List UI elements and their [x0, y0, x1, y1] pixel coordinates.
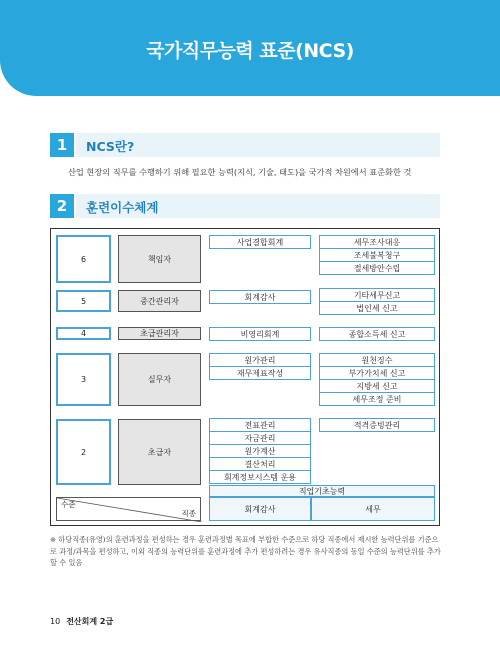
unit-tax: 부가가치세 신고 — [319, 366, 435, 380]
foundation-right: 세무 — [311, 497, 435, 521]
unit-accounting: 원가관리 — [209, 353, 311, 367]
unit-accounting: 결산처리 — [209, 457, 311, 471]
role-junior-manager: 초급관리자 — [118, 327, 201, 340]
axis-corner — [56, 497, 201, 521]
level-6: 6 — [56, 235, 111, 283]
role-manager: 책임자 — [118, 235, 201, 283]
unit-tax: 절세방안수립 — [319, 261, 435, 275]
unit-tax: 지방세 신고 — [319, 379, 435, 393]
section-1-title: NCS란? — [86, 139, 135, 154]
section-1-number: 1 — [50, 133, 74, 157]
unit-tax: 세무조정 준비 — [319, 392, 435, 406]
unit-tax: 조세불복청구 — [319, 248, 435, 262]
unit-tax: 세무조사대응 — [319, 235, 435, 249]
page-number: 10 — [50, 617, 61, 626]
axis-level-label: 수준 — [61, 500, 76, 509]
level-3: 3 — [56, 353, 111, 406]
level-5: 5 — [56, 290, 111, 312]
training-system-chart — [50, 228, 440, 526]
footnote: ※ 하당직종(유영)의 훈련과정을 편성하는 경우 훈련과정별 목표에 부합한 수준으로 하당 직종에서 제시한 능력단위를 기준으로 과정/과목을 편성하고, 이외 직종의 능력단위를 훈련과정에 추가 편성하려는 경우 유사직종의 동일 수준의 능력단위를 추가할 수 있음 — [50, 535, 441, 567]
page-footer — [50, 616, 113, 627]
unit-accounting: 회계감사 — [209, 290, 311, 304]
foundation-title: 직업기초능력 — [209, 485, 435, 497]
book-title: 전산회계 2급 — [66, 617, 114, 626]
role-beginner: 초급자 — [118, 419, 201, 485]
axis-diagonal — [57, 498, 202, 522]
foundation-left: 회계감사 — [209, 497, 311, 521]
unit-accounting: 전표관리 — [209, 418, 311, 432]
level-4: 4 — [56, 327, 111, 340]
axis-job-label: 직종 — [181, 509, 196, 518]
role-practitioner: 실무자 — [118, 353, 201, 406]
role-middle-manager: 중간관리자 — [118, 290, 201, 312]
unit-tax: 종합소득세 신고 — [319, 327, 435, 341]
unit-accounting: 원가계산 — [209, 444, 311, 458]
level-2: 2 — [56, 419, 111, 485]
section-2-title: 훈련이수체계 — [86, 200, 159, 215]
ncs-definition: 산업 현장의 직무를 수행하기 위해 필요한 능력(지식, 기술, 태도)을 국가적 차원에서 표준화한 것 — [68, 167, 412, 177]
unit-tax: 원천징수 — [319, 353, 435, 367]
unit-accounting: 사업결합회계 — [209, 235, 311, 249]
page-title: 국가직무능력 표준(NCS) — [146, 40, 354, 62]
unit-accounting: 회계정보시스템 운용 — [209, 470, 311, 484]
section-1-heading — [50, 133, 440, 157]
unit-accounting: 자금관리 — [209, 431, 311, 445]
unit-tax: 적격증빙관리 — [319, 418, 435, 432]
unit-tax: 법인세 신고 — [319, 301, 435, 315]
section-2-heading — [50, 194, 440, 218]
unit-accounting: 비영리회계 — [209, 327, 311, 341]
section-2-number: 2 — [50, 194, 74, 218]
unit-accounting: 재무제표작성 — [209, 366, 311, 380]
unit-tax: 기타세무신고 — [319, 288, 435, 302]
